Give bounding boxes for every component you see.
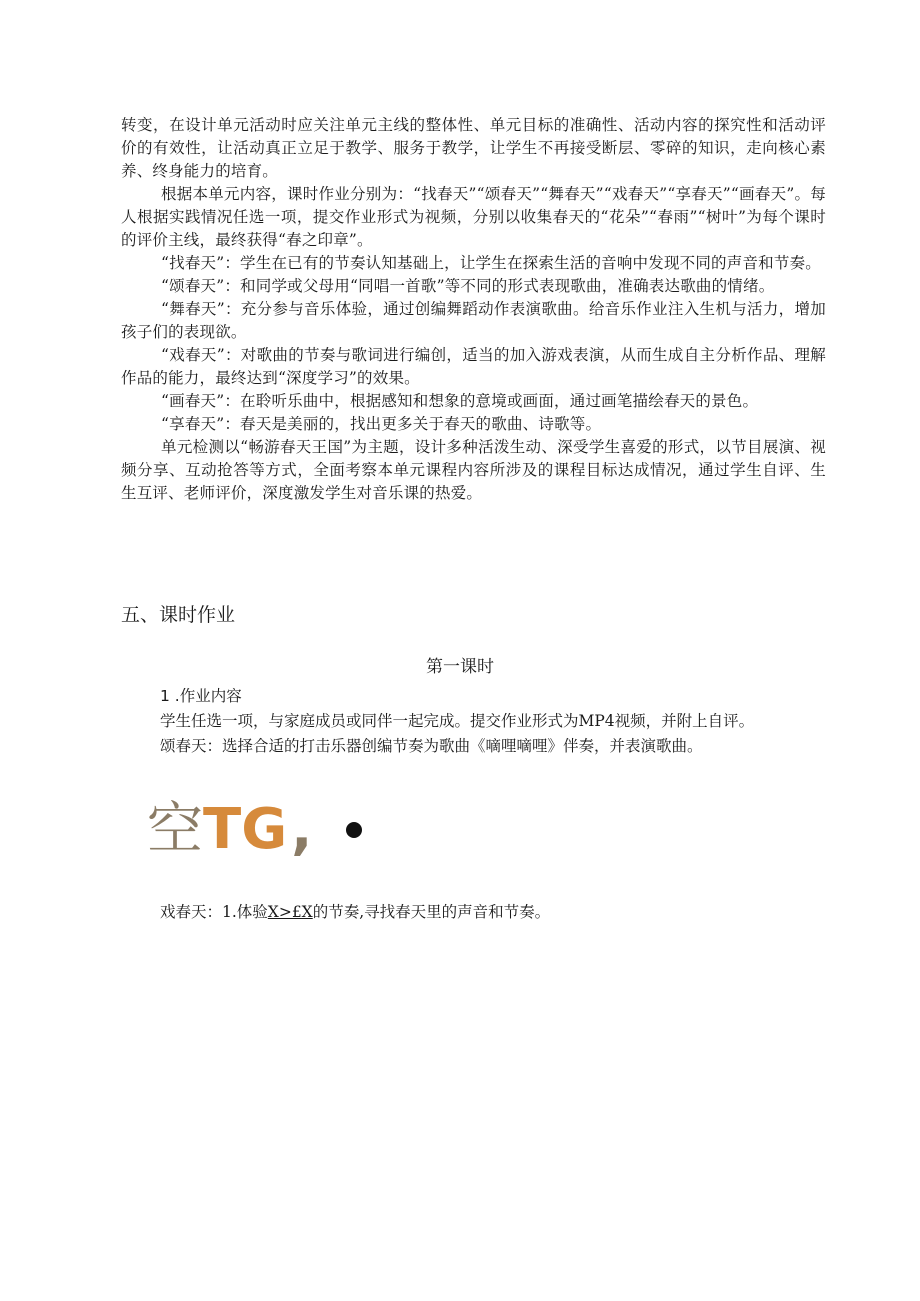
paragraph-unit-assessment: 单元检测以“畅游春天王国”为主题，设计多种活泼生动、深受学生喜爱的形式，以节目展演、视频分享、互动抢答等方式，全面考察本单元课程内容所涉及的课程目标达成情况，通过学生自评、生生互评、老师评价，深度激发学生对音乐课的热爱。 — [121, 438, 826, 502]
task-line-1: 学生任选一项，与家庭成员或同伴一起完成。提交作业形式为MP4视频，并附上自评。 — [160, 712, 755, 730]
paragraph-find-spring: “找春天”：学生在已有的节奏认知基础上，让学生在探索生活的音响中发现不同的声音和节奏。 — [161, 254, 821, 272]
graphic-glyph-tg: TG — [203, 797, 288, 862]
paragraph-homework-overview: 根据本单元内容，课时作业分别为：“找春天”“颂春天”“舞春天”“戏春天”“享春天”“画春天”。每人根据实践情况任选一项，提交作业形式为视频，分别以收集春天的“花朵”“春雨”“树叶”为每个课时的评价主线，最终获得“春之印章”。 — [121, 185, 826, 249]
paragraph-enjoy-spring: “享春天”：春天是美丽的，找出更多关于春天的歌曲、诗歌等。 — [161, 415, 602, 433]
section-heading: 五、课时作业 — [121, 604, 236, 626]
paragraph-praise-spring: “颂春天”：和同学或父母用“同唱一首歌”等不同的形式表现歌曲，准确表达歌曲的情绪。 — [161, 277, 775, 295]
graphic-glyph-comma: , — [291, 797, 313, 862]
rhythm-graphic — [147, 790, 362, 870]
play-line-prefix: 戏春天：1.体验 — [160, 903, 268, 921]
play-line-suffix: 的节奏,寻找春天里的声音和节奏。 — [312, 903, 551, 921]
task-block — [160, 684, 840, 759]
paragraph-dance-spring: “舞春天”：充分参与音乐体验，通过创编舞蹈动作表演歌曲。给音乐作业注入生机与活力，增加孩子们的表现欲。 — [121, 300, 826, 341]
play-line-rhythm: X>£X — [267, 903, 313, 921]
paragraph-play-spring: “戏春天”：对歌曲的节奏与歌词进行编创，适当的加入游戏表演，从而生成自主分析作品、理解作品的能力，最终达到“深度学习”的效果。 — [121, 346, 826, 387]
paragraph-paint-spring: “画春天”：在聆听乐曲中，根据感知和想象的意境或画面，通过画笔描绘春天的景色。 — [161, 392, 759, 410]
graphic-glyph-kong: 空 — [147, 797, 203, 862]
task-line-2: 颂春天：选择合适的打击乐器创编节奏为歌曲《嘀哩嘀哩》伴奏，并表演歌曲。 — [160, 737, 703, 755]
dot-icon — [346, 822, 362, 838]
lesson-title: 第一课时 — [426, 657, 494, 677]
play-spring-line — [160, 900, 550, 924]
task-label: 1 .作业内容 — [160, 687, 242, 705]
paragraph-intro-continuation: 转变，在设计单元活动时应关注单元主线的整体性、单元目标的准确性、活动内容的探究性和活动评价的有效性，让活动真正立足于教学、服务于教学，让学生不再接受断层、零碎的知识，走向核心素养、终身能力的培育。 — [121, 116, 826, 180]
body-text — [121, 114, 826, 505]
